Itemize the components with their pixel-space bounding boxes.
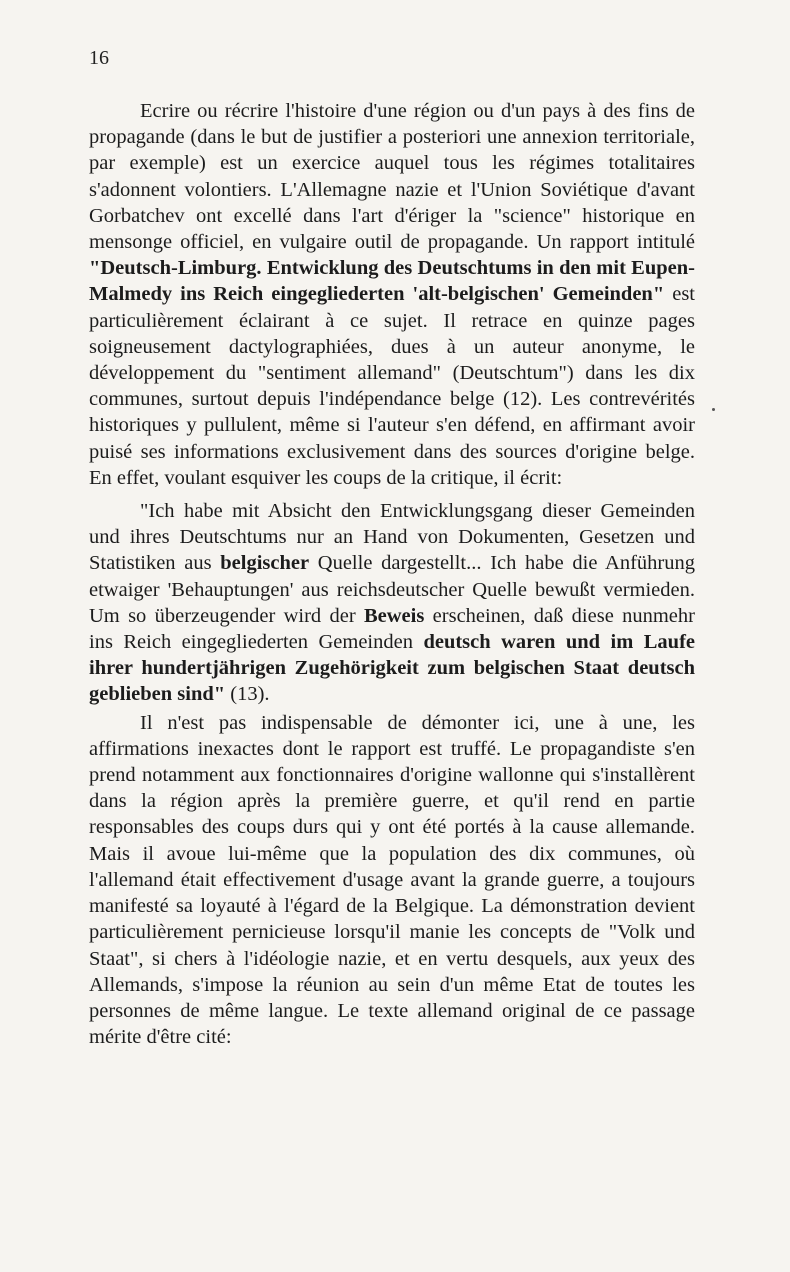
german-quote xyxy=(89,498,695,708)
quote-emphasis-conclusion: deutsch waren und im Laufe ihrer hundertjährigen Zugehörigkeit zum belgischen Staat deutsch geblieben sind" xyxy=(89,631,695,706)
quote-emphasis-beweis: Beweis xyxy=(363,604,425,627)
report-title: "Deutsch-Limburg. Entwicklung des Deutschtums in den mit Eupen-Malmedy ins Reich eingegliederten 'alt-belgischen' Gemeinden" xyxy=(89,257,695,306)
paragraph-analysis: Il n'est pas indispensable de démonter ici, une à une, les affirmations inexactes dont le rapport est truffé. Le propagandiste s'en prend notamment aux fonctionnaires d'origine wallonne qui s'installèrent dans la région après la première guerre, et qu'il rend en partie responsables des coups durs qui y ont été portés à la cause allemande. Mais il avoue lui-même que la population des dix communes, où l'allemand était effectivement d'usage avant la grande guerre, a toujours manifesté sa loyauté à l'égard de la Belgique. La démonstration devient particulièrement pernicieuse lorsqu'il manie les concepts de "Volk und Staat", si chers à l'idéologie nazie, et en vertu desquels, aux yeux des Allemands, s'impose la réunion au sein d'un même Etat de toutes les personnes de même langue. Le texte allemand original de ce passage mérite d'être cité: xyxy=(89,711,695,1049)
quote-emphasis-belgischer: belgischer xyxy=(220,552,310,575)
paragraph-intro-text: Ecrire ou récrire l'histoire d'une région ou d'un pays à des fins de propagande (dans le but de justifier a posteriori une annexion territoriale, par exemple) est un exercice auquel tous les régimes totalitaires s'adonnent volontiers. L'Allemagne nazie et l'Union Soviétique d'avant Gorbatchev ont excellé dans l'art d'ériger la "science" historique en mensonge officiel, en vulgaire outil de propagande. Un rapport intitulé xyxy=(89,100,695,254)
margin-speck xyxy=(712,408,715,411)
paragraph-intro xyxy=(89,98,695,491)
body-text xyxy=(89,98,695,1050)
quote-text-1: "Ich habe mit Absicht den Entwicklungsgang dieser Gemeinden und ihres Deutschtums nur an Hand von Dokumenten, Gesetzen und Statistiken aus xyxy=(89,500,695,575)
quote-footnote-ref: (13). xyxy=(225,683,270,706)
quote-text-2: Quelle dargestellt... Ich habe die Anführung etwaiger 'Behauptungen' aus reichsdeutscher Quelle bewußt vermieden. Um so überzeugender wird der xyxy=(89,552,695,627)
quote-text-3: erscheinen, daß diese nunmehr ins Reich eingegliederten Gemeinden xyxy=(89,604,695,654)
paragraph-intro-continuation: est particulièrement éclairant à ce sujet. Il retrace en quinze pages soigneusement dactylographiées, dues à un auteur anonyme, le développement du "sentiment allemand" (Deutschtum") dans les dix communes, surtout depuis l'indépendance belge (12). Les contrevérités historiques y pullulent, même si l'auteur s'en défend, en affirmant avoir puisé ses informations exclusivement dans des sources d'origine belge. En effet, voulant esquiver les coups de la critique, il écrit: xyxy=(89,283,695,489)
page-number: 16 xyxy=(89,47,109,69)
